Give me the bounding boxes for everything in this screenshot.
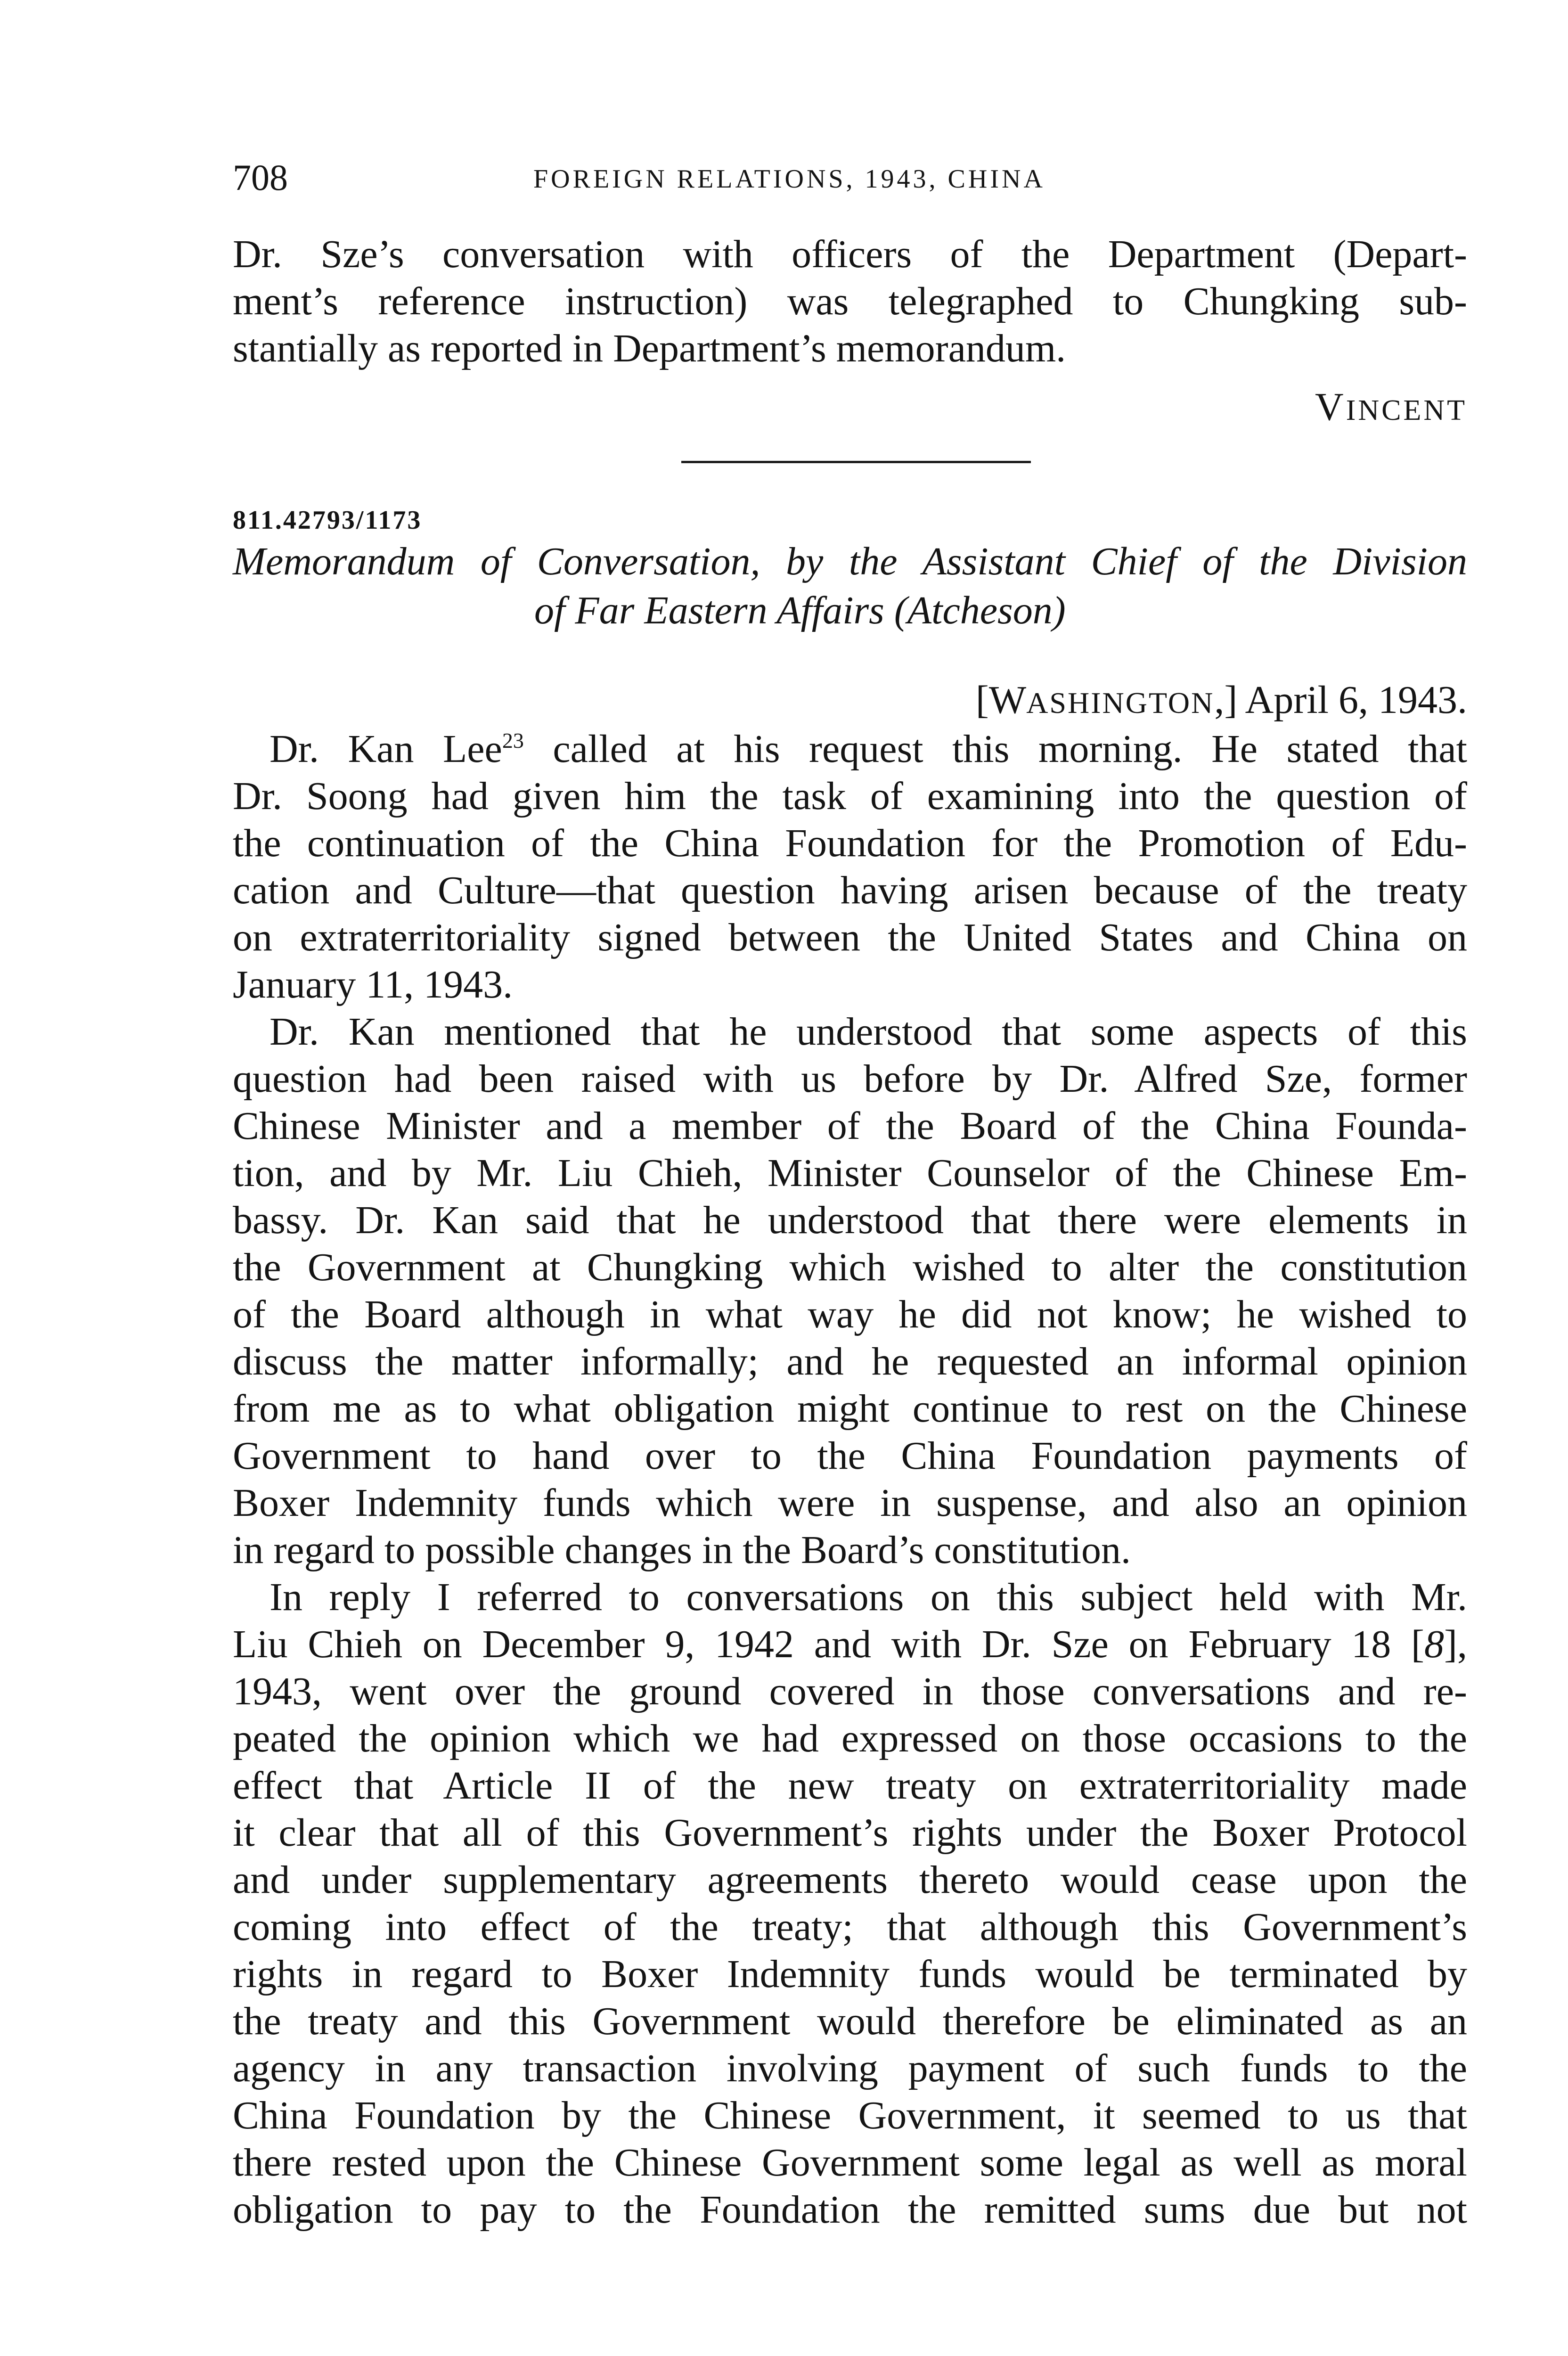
body-line: the treaty and this Government would therefore be eliminated as an [233,1999,1467,2043]
body-line: Dr. Kan mentioned that he understood that some aspects of this [270,1010,1467,1054]
body-line: it clear that all of this Government’s rights under the Boxer Protocol [233,1811,1467,1855]
dateline [976,680,1467,720]
body-line: effect that Article II of the new treaty on extraterritoriality made [233,1764,1467,1808]
document-title-continued: of Far Eastern Affairs (Atcheson) [534,589,1066,632]
prior-text-line: Dr. Sze’s conversation with officers of the Department (Depart- [233,232,1467,276]
body-line: the continuation of the China Foundation for the Promotion of Edu- [233,821,1467,865]
body-line: there rested upon the Chinese Government some legal as well as moral [233,2141,1467,2184]
body-line: of the Board although in what way he did not know; he wished to [233,1293,1467,1336]
file-number: 811.42793/1173 [233,506,422,535]
body-line: tion, and by Mr. Liu Chieh, Minister Counselor of the Chinese Em- [233,1151,1467,1195]
body-line: In reply I referred to conversations on this subject held with Mr. [270,1575,1467,1619]
body-line: 1943, went over the ground covered in those conversations and re- [233,1669,1467,1713]
body-text: ], [1444,1622,1467,1666]
body-text: Dr. Kan Lee [270,727,502,771]
body-line: in regard to possible changes in the Board’s constitution. [233,1528,1131,1572]
signature-initial: V [1315,385,1346,429]
body-line: Dr. Soong had given him the task of examining into the question of [233,774,1467,818]
body-line [233,726,1467,773]
body-line: January 11, 1943. [233,963,513,1006]
body-line: from me as to what obligation might continue to rest on the Chinese [233,1387,1467,1431]
body-line: rights in regard to Boxer Indemnity funds would be terminated by [233,1952,1467,1996]
signature-vincent [1315,387,1467,427]
dateline-date: ,] April 6, 1943. [1214,678,1467,722]
dateline-place: ASHINGTON [1026,686,1215,720]
document-title: Memorandum of Conversation, by the Assistant Chief of the Division [233,540,1467,583]
dateline-open: [ [975,678,989,722]
section-divider [681,461,1031,463]
body-line: and under supplementary agreements thereto would cease upon the [233,1858,1467,1902]
body-line: coming into effect of the treaty; that although this Government’s [233,1905,1467,1949]
body-line [233,1621,1467,1668]
signature-rest: INCENT [1346,394,1467,426]
body-line: Government to hand over to the China Foundation payments of [233,1434,1467,1478]
prior-text-line: ment’s reference instruction) was telegraphed to Chungking sub- [233,279,1467,323]
page-number: 708 [233,157,288,198]
body-line: cation and Culture—that question having arisen because of the treaty [233,868,1467,912]
body-line: bassy. Dr. Kan said that he understood that there were elements in [233,1198,1467,1242]
body-line: agency in any transaction involving payment of such funds to the [233,2046,1467,2090]
prior-text-line: stantially as reported in Department’s memorandum. [233,327,1066,370]
footnote-reference[interactable]: 23 [502,728,524,753]
body-text: Liu Chieh on December 9, 1942 and with Dr. Sze on February 18 [ [233,1622,1425,1666]
body-text: called at his request this morning. He stated that [523,727,1467,771]
body-line: China Foundation by the Chinese Government, it seemed to us that [233,2094,1467,2137]
running-head: FOREIGN RELATIONS, 1943, CHINA [533,164,1045,194]
body-line: question had been raised with us before by Dr. Alfred Sze, former [233,1057,1467,1101]
body-line: discuss the matter informally; and he requested an informal opinion [233,1340,1467,1383]
body-line: peated the opinion which we had expressed on those occasions to the [233,1717,1467,1760]
body-line: Boxer Indemnity funds which were in suspense, and also an opinion [233,1481,1467,1525]
body-line: Chinese Minister and a member of the Board of the China Founda- [233,1104,1467,1148]
body-line: on extraterritoriality signed between the United States and China on [233,916,1467,959]
body-text-italic: 8 [1424,1622,1445,1666]
dateline-place-initial: W [988,678,1027,722]
body-line: obligation to pay to the Foundation the remitted sums due but not [233,2188,1467,2232]
body-line: the Government at Chungking which wished to alter the constitution [233,1245,1467,1289]
